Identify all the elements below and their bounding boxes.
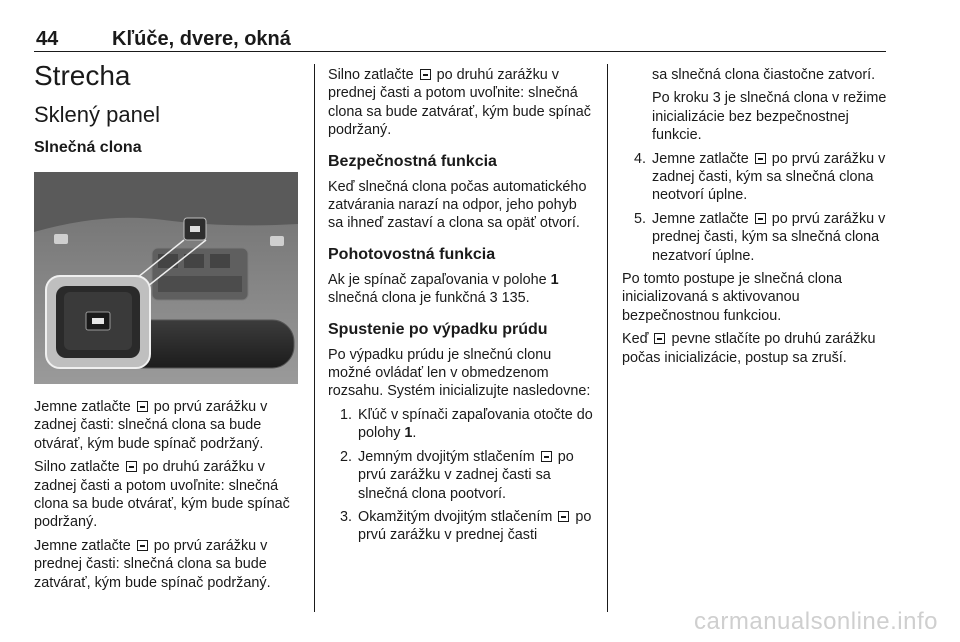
section-title: Strecha	[34, 60, 131, 91]
sunblind-switch-illustration	[34, 172, 298, 384]
paragraph-firm-front-close: Silno zatlačte po druhú zarážku v prednej časti a potom uvoľnite: slnečná clona sa bude zatvárať, kým bude spínač podržaný.	[328, 67, 591, 139]
page-number: 44	[36, 28, 59, 50]
sunblind-switch-icon	[137, 540, 148, 551]
topic-title: Slnečná clona	[34, 139, 142, 156]
sunblind-switch-icon	[558, 511, 569, 522]
watermark: carmanualsonline.info	[694, 608, 938, 635]
standby-function-text: Ak je spínač zapaľovania v polohe 1 slnečná clona je funkčná 3 135.	[328, 271, 559, 307]
paragraph-firm-rear-open: Silno zatlačte po druhú zarážku v zadnej časti a potom uvoľnite: slnečná clona sa bude otvárať, kým bude spínač podržaný.	[34, 459, 290, 531]
list-item: 4. Jemne zatlačte po prvú zarážku v zadnej časti, kým sa slnečná clona neotvorí úplne.	[633, 150, 886, 204]
standby-function-title: Pohotovostná funkcia	[328, 245, 496, 263]
list-item-continuation: sa slnečná clona čiastočne zatvorí.	[652, 67, 876, 83]
sunblind-switch-icon	[137, 401, 148, 412]
column-divider	[314, 64, 315, 612]
header-rule	[34, 51, 886, 52]
safety-function-title: Bezpečnostná funkcia	[328, 152, 497, 170]
chapter-title: Kľúče, dvere, okná	[112, 28, 291, 50]
paragraph-soft-rear-open: Jemne zatlačte po prvú zarážku v zadnej časti: slnečná clona sa bude otvárať, kým bude spínač podržaný.	[34, 399, 268, 452]
sunblind-switch-icon	[755, 153, 766, 164]
column-2	[328, 66, 594, 550]
list-item: 2. Jemným dvojitým stlačením po prvú zarážku v zadnej časti sa slnečná clona pootvorí.	[339, 448, 574, 502]
sunblind-switch-icon	[755, 213, 766, 224]
safety-function-text: Keď slnečná clona počas automatického zatvárania narazí na odpor, jeho pohyb sa ihneď zastaví a clona sa opäť otvorí.	[328, 178, 587, 232]
sunblind-switch-icon	[654, 333, 665, 344]
power-failure-text: Po výpadku prúdu je slnečnú clonu možné ovládať len v obmedzenom rozsahu. Systém inicializujte nasledovne:	[328, 346, 591, 400]
column-3	[622, 66, 888, 372]
subsection-title: Sklený panel	[34, 102, 160, 127]
page-reference[interactable]: 3 135.	[489, 290, 530, 307]
sunblind-switch-photo	[34, 172, 298, 384]
sunblind-switch-icon	[126, 461, 137, 472]
list-item: 1. Kľúč v spínači zapaľovania otočte do polohy 1.	[339, 406, 593, 442]
column-divider	[607, 64, 608, 612]
paragraph-initialized: Po tomto postupe je slnečná clona inicializovaná s aktivovanou bezpečnostnou funkciou.	[622, 271, 842, 324]
list-item: 3. Okamžitým dvojitým stlačením po prvú zarážku v prednej časti	[339, 508, 592, 544]
list-item: 5. Jemne zatlačte po prvú zarážku v prednej časti, kým sa slnečná clona nezatvorí úplne.	[633, 210, 886, 264]
list-item-note: Po kroku 3 je slnečná clona v režime inicializácie bez bezpečnostnej funkcie.	[652, 90, 887, 144]
page-header	[36, 28, 886, 52]
paragraph-soft-front-close: Jemne zatlačte po prvú zarážku v prednej časti: slnečná clona sa bude zatvárať, kým bude spínač podržaný.	[34, 537, 271, 591]
sunblind-switch-icon	[420, 69, 431, 80]
column-1	[34, 60, 300, 597]
sunblind-switch-icon	[541, 451, 552, 462]
paragraph-cancel: Keď pevne stlačíte po druhú zarážku počas inicializácie, postup sa zruší.	[622, 331, 876, 366]
power-failure-title: Spustenie po výpadku prúdu	[328, 320, 548, 338]
